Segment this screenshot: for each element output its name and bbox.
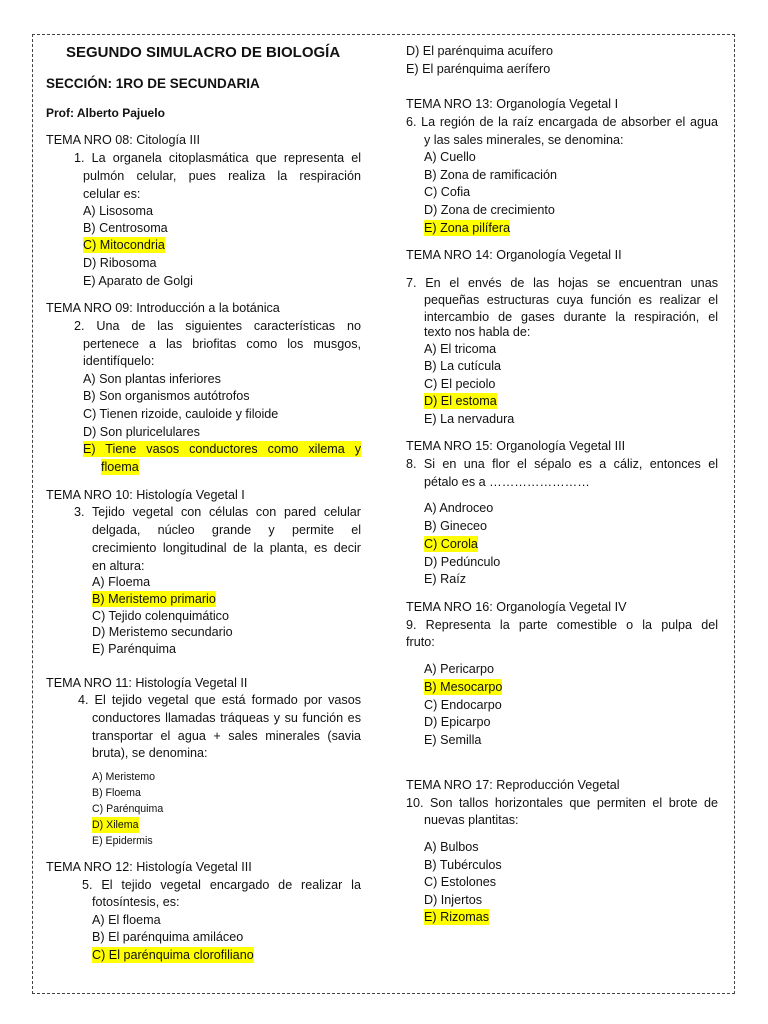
topic-heading: TEMA NRO 12: Histología Vegetal III: [46, 860, 252, 874]
topic-heading: TEMA NRO 11: Histología Vegetal II: [46, 676, 248, 690]
question-stem: 2. Una de las siguientes características no: [74, 319, 361, 333]
answer-option-correct: E) Rizomas: [424, 910, 490, 924]
topic-heading: TEMA NRO 10: Histología Vegetal I: [46, 488, 245, 502]
question-stem: transportar el agua + sales minerales (savia: [92, 729, 361, 743]
answer-option: E) La nervadura: [424, 412, 515, 426]
question-stem: pequeñas estructuras cuya función es realizar el: [424, 293, 718, 307]
question-stem: celular es:: [83, 187, 141, 201]
answer-option: B) Gineceo: [424, 519, 487, 533]
answer-option: A) Floema: [92, 575, 151, 589]
question-stem: pertenece a las briofitas como los musgos,: [83, 337, 361, 351]
question-stem: crecimiento longitudinal de la planta, es decir: [92, 541, 361, 555]
answer-option: C) Tienen rizoide, cauloide y filoide: [83, 407, 279, 421]
question-stem: 1. La organela citoplasmática que representa el: [74, 151, 361, 165]
answer-option: A) Meristemo: [92, 771, 155, 783]
page-title: SEGUNDO SIMULACRO DE BIOLOGÍA: [66, 44, 341, 61]
answer-option: C) Estolones: [424, 875, 497, 889]
answer-option-correct: E) Zona pilífera: [424, 221, 511, 235]
topic-heading: TEMA NRO 13: Organología Vegetal I: [406, 97, 619, 111]
answer-option: B) La cutícula: [424, 359, 502, 373]
question-stem: nuevas plantitas:: [424, 813, 519, 827]
answer-option: C) Parénquima: [92, 803, 164, 815]
answer-option: C) El peciolo: [424, 377, 496, 391]
question-stem: 8. Si en una flor el sépalo es a cáliz, entonces el: [406, 457, 718, 471]
topic-heading: TEMA NRO 15: Organología Vegetal III: [406, 439, 626, 453]
answer-option: A) El tricoma: [424, 342, 497, 356]
question-stem: 5. El tejido vegetal encargado de realizar la: [82, 878, 361, 892]
answer-option: D) Ribosoma: [83, 256, 157, 270]
answer-option: B) Floema: [92, 787, 141, 799]
section-label: SECCIÓN: 1RO DE SECUNDARIA: [46, 76, 260, 91]
answer-option: D) Son pluricelulares: [83, 425, 200, 439]
answer-option: D) Epicarpo: [424, 715, 491, 729]
question-stem: y las sales minerales, se denomina:: [424, 133, 624, 147]
topic-heading: TEMA NRO 08: Citología III: [46, 133, 200, 147]
answer-option: A) Androceo: [424, 501, 494, 515]
answer-option: A) Lisosoma: [83, 204, 153, 218]
answer-option: D) Meristemo secundario: [92, 625, 233, 639]
professor-label: Prof: Alberto Pajuelo: [46, 106, 165, 120]
answer-option: A) Pericarpo: [424, 662, 494, 676]
answer-option-correct: B) Meristemo primario: [92, 592, 216, 606]
question-stem: texto nos habla de:: [424, 325, 531, 339]
answer-option: E) Epidermis: [92, 835, 153, 847]
answer-option: A) El floema: [92, 913, 161, 927]
question-stem: en altura:: [92, 559, 145, 573]
topic-heading: TEMA NRO 17: Reproducción Vegetal: [406, 778, 620, 792]
answer-option: B) Son organismos autótrofos: [83, 389, 250, 403]
answer-option: A) Son plantas inferiores: [83, 372, 221, 386]
answer-option: C) Endocarpo: [424, 698, 502, 712]
answer-option: D) Zona de crecimiento: [424, 203, 555, 217]
answer-option-correct: D) Xilema: [92, 819, 139, 831]
answer-option: D) Pedúnculo: [424, 555, 501, 569]
answer-option-correct: C) Corola: [424, 537, 478, 551]
answer-option-correct: B) Mesocarpo: [424, 680, 503, 694]
topic-heading: TEMA NRO 09: Introducción a la botánica: [46, 301, 280, 315]
answer-option: C) Tejido colenquimático: [92, 609, 229, 623]
question-stem: pétalo es a ……………………: [424, 475, 590, 489]
answer-option: C) Cofia: [424, 185, 471, 199]
question-stem: 9. Representa la parte comestible o la pulpa del: [406, 618, 718, 632]
question-stem: identifíquelo:: [83, 354, 155, 368]
answer-option: B) Centrosoma: [83, 221, 168, 235]
topic-heading: TEMA NRO 16: Organología Vegetal IV: [406, 600, 627, 614]
answer-option: E) Parénquima: [92, 642, 176, 656]
answer-option: E) Aparato de Golgi: [83, 274, 193, 288]
question-stem: bruta), se denomina:: [92, 746, 208, 760]
question-stem: 6. La región de la raíz encargada de absorber el agua: [406, 115, 718, 129]
answer-option-correct: C) El parénquima clorofiliano: [92, 948, 254, 962]
question-stem: 3. Tejido vegetal con células con pared celular: [74, 505, 361, 519]
answer-option: D) El parénquima acuífero: [406, 44, 553, 58]
answer-option: B) El parénquima amiláceo: [92, 930, 244, 944]
answer-option: B) Zona de ramificación: [424, 168, 557, 182]
answer-option-correct: C) Mitocondria: [83, 238, 165, 252]
answer-option: E) El parénquima aerífero: [406, 62, 551, 76]
answer-option: A) Bulbos: [424, 840, 479, 854]
question-stem: conductores llamadas tráqueas y su función es: [92, 711, 361, 725]
answer-option-correct: E) Tiene vasos conductores como xilema y: [83, 442, 361, 456]
answer-option: B) Tubérculos: [424, 858, 502, 872]
question-stem: 10. Son tallos horizontales que permiten el brote de: [406, 796, 718, 810]
question-stem: intercambio de gases durante la respiración, el: [424, 310, 718, 324]
question-stem: delgada, núcleo grande y permite el: [92, 523, 361, 537]
question-stem: 7. En el envés de las hojas se encuentran unas: [406, 276, 718, 290]
question-stem: 4. El tejido vegetal que está formado por vasos: [78, 693, 361, 707]
question-stem: pulmón celular, pues realiza la respiración: [83, 169, 361, 183]
answer-option-correct-continued: floema: [101, 460, 139, 474]
topic-heading: TEMA NRO 14: Organología Vegetal II: [406, 248, 622, 262]
answer-option: A) Cuello: [424, 150, 476, 164]
answer-option: E) Semilla: [424, 733, 482, 747]
question-stem: fotosíntesis, es:: [92, 895, 180, 909]
answer-option: D) Injertos: [424, 893, 483, 907]
answer-option: E) Raíz: [424, 572, 466, 586]
answer-option-correct: D) El estoma: [424, 394, 497, 408]
question-stem: fruto:: [406, 635, 435, 649]
